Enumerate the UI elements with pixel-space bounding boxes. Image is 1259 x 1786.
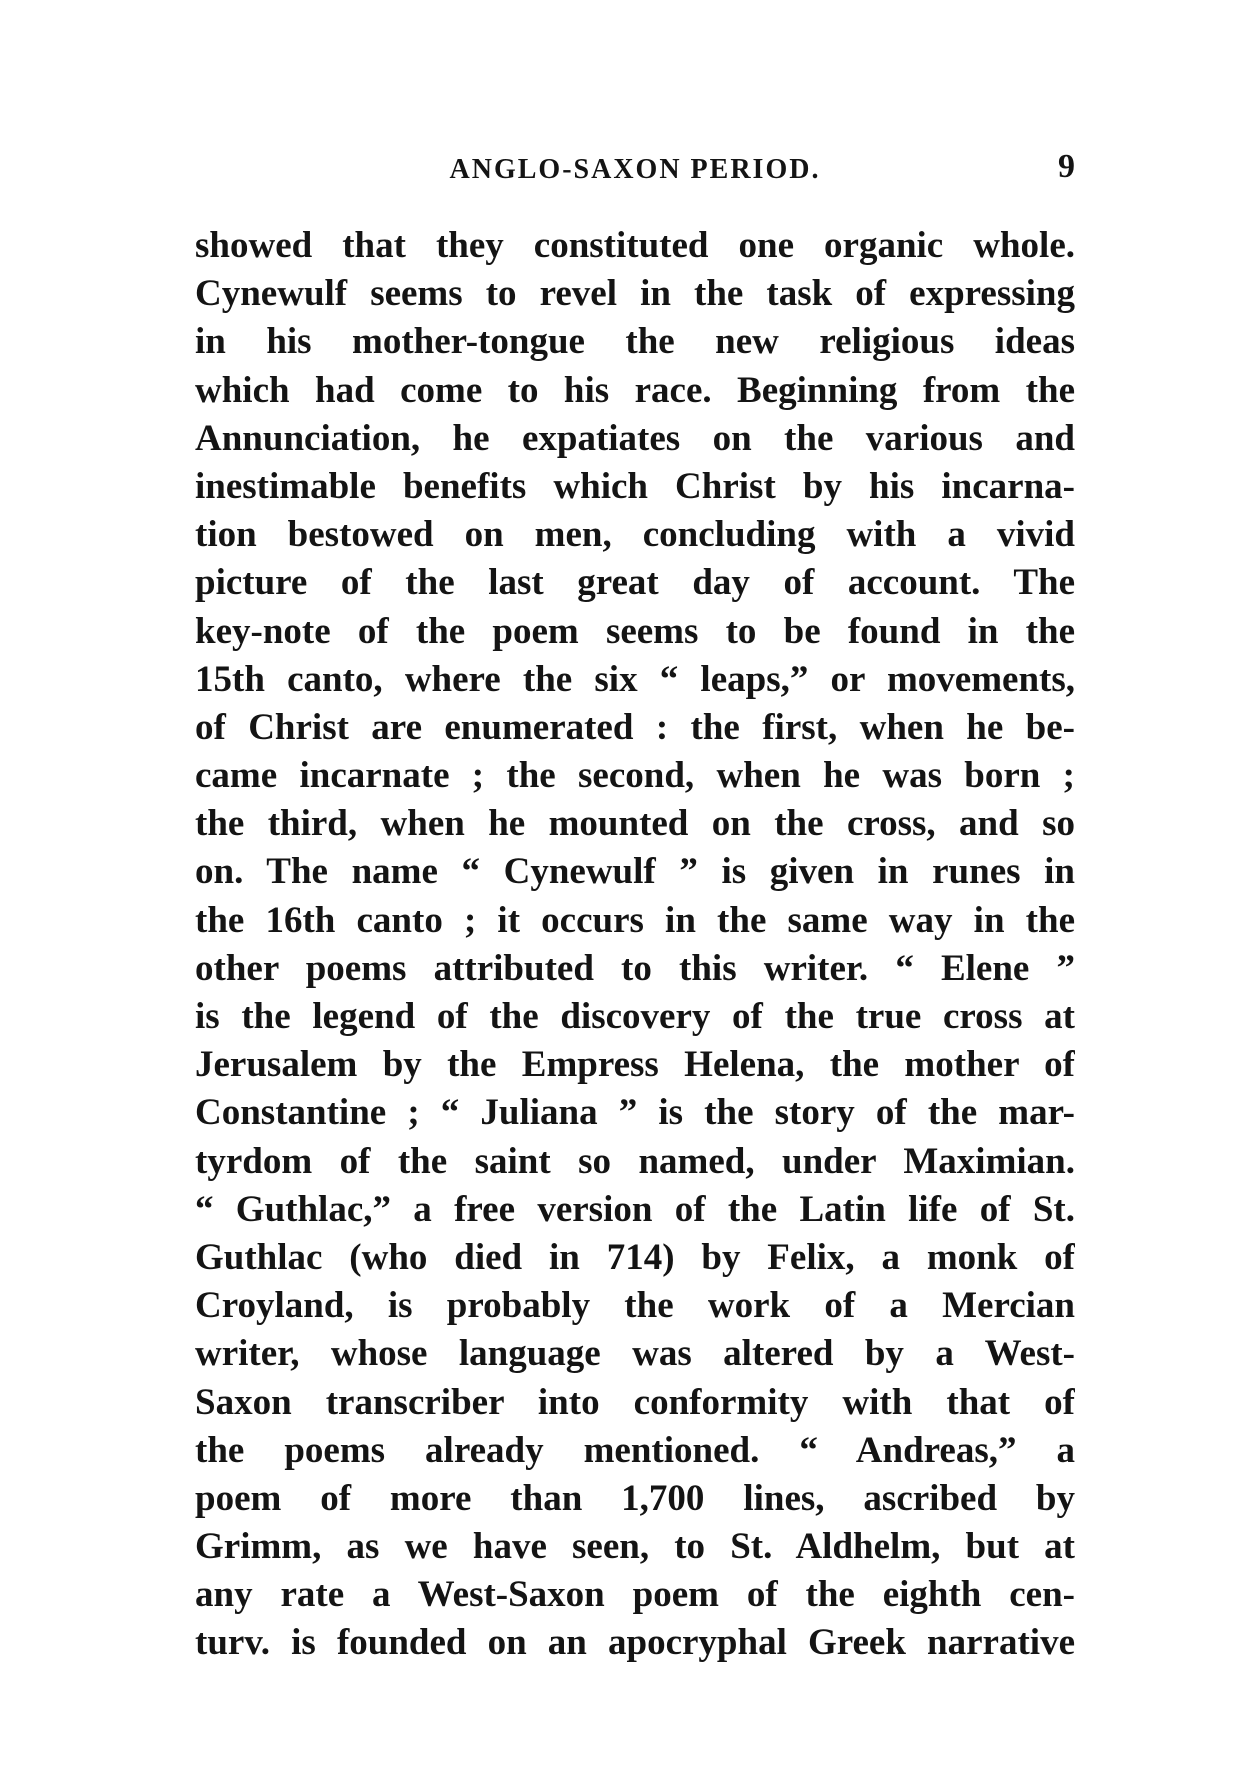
text-line: poem of more than 1,700 lines, ascribed by xyxy=(195,1477,1075,1519)
text-line: Jerusalem by the Empress Helena, the mother of xyxy=(195,1044,1075,1086)
text-line: the third, when he mounted on the cross, and so xyxy=(195,803,1075,845)
text-line: any rate a West-Saxon poem of the eighth cen- xyxy=(195,1574,1075,1616)
text-line: Constantine ; “ Juliana ” is the story of the mar- xyxy=(195,1092,1075,1134)
page-number: 9 xyxy=(1058,148,1075,185)
text-line: Cynewulf seems to revel in the task of expressing xyxy=(195,273,1075,315)
text-line: in his mother-tongue the new religious ideas xyxy=(195,321,1075,363)
text-line: of Christ are enumerated : the first, when he be- xyxy=(195,706,1075,748)
text-line: Annunciation, he expatiates on the various and xyxy=(195,417,1075,459)
text-line: inestimable benefits which Christ by his incarna- xyxy=(195,465,1075,507)
text-line: other poems attributed to this writer. “ Elene ” xyxy=(195,947,1075,989)
text-line: tion bestowed on men, concluding with a vivid xyxy=(195,514,1075,556)
text-line: showed that they constituted one organic whole. xyxy=(195,225,1075,266)
text-line: 15th canto, where the six “ leaps,” or movements, xyxy=(195,658,1075,700)
page-header xyxy=(195,148,1075,192)
text-line: on. The name “ Cynewulf ” is given in runes in xyxy=(195,851,1075,893)
text-line: Grimm, as we have seen, to St. Aldhelm, but at xyxy=(195,1526,1075,1568)
text-line: Guthlac (who died in 714) by Felix, a monk of xyxy=(195,1236,1075,1278)
text-line: which had come to his race. Beginning from the xyxy=(195,369,1075,411)
body-text xyxy=(195,222,1075,1668)
text-line: is the legend of the discovery of the true cross at xyxy=(195,996,1075,1037)
text-line: the poems already mentioned. “ Andreas,” a xyxy=(195,1429,1075,1471)
text-line: Croyland, is probably the work of a Mercian xyxy=(195,1285,1075,1327)
text-line: came incarnate ; the second, when he was born ; xyxy=(195,755,1075,797)
text-line: key-note of the poem seems to be found in the xyxy=(195,610,1075,652)
text-line: “ Guthlac,” a free version of the Latin life of St. xyxy=(195,1188,1075,1230)
text-line: turv. is founded on an apocryphal Greek narrative xyxy=(195,1622,1075,1664)
text-line: writer, whose language was altered by a West- xyxy=(195,1333,1075,1375)
text-line: picture of the last great day of account. The xyxy=(195,562,1075,604)
text-line: tyrdom of the saint so named, under Maximian. xyxy=(195,1140,1075,1182)
running-head: ANGLO-SAXON PERIOD. xyxy=(449,154,821,185)
text-line: Saxon transcriber into conformity with that of xyxy=(195,1381,1075,1423)
text-line: the 16th canto ; it occurs in the same way in the xyxy=(195,899,1075,941)
